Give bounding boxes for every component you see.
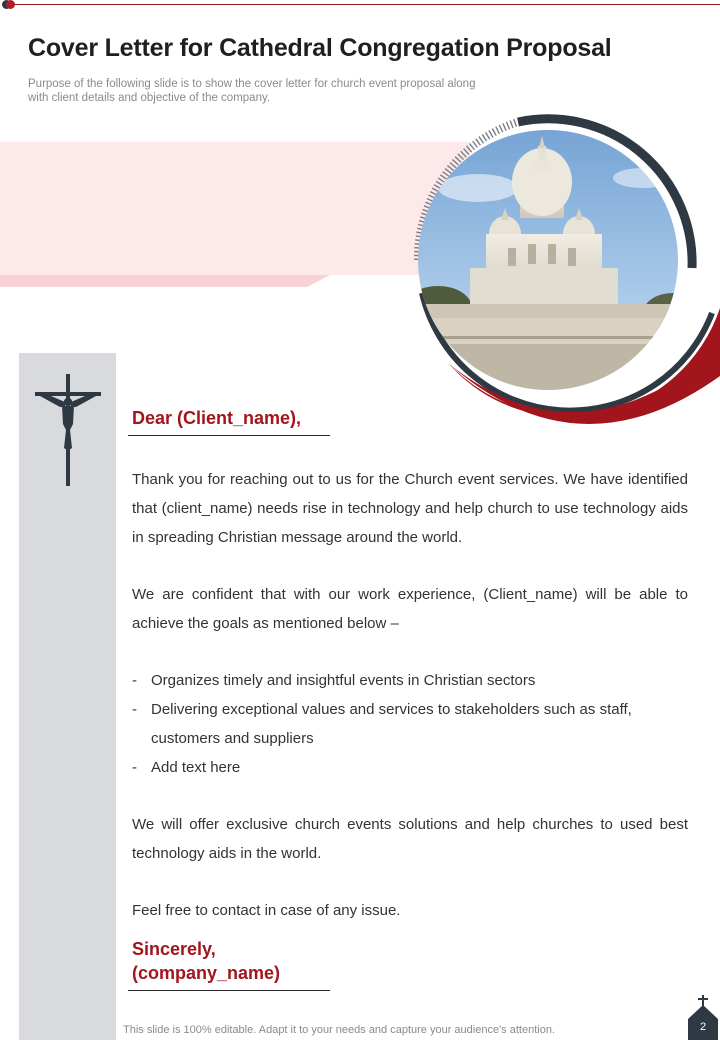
- letter-paragraph-4: Feel free to contact in case of any issue.: [132, 902, 401, 919]
- decorative-pink-strip: [0, 275, 330, 287]
- footer-note: This slide is 100% editable. Adapt it to your needs and capture your audience's attention.: [123, 1024, 555, 1036]
- goals-list: [132, 666, 688, 782]
- closing-word: Sincerely,: [132, 939, 216, 959]
- page-number: 2: [699, 1021, 707, 1033]
- salutation-underline: [128, 435, 330, 436]
- bullet-dash: -: [132, 759, 137, 776]
- letter-paragraph-3: We will offer exclusive church events solutions and help churches to used best technology aids in the world.: [132, 816, 688, 862]
- list-item: [132, 666, 688, 695]
- top-rule: [10, 4, 720, 5]
- letter-body: [132, 465, 688, 953]
- letter-salutation: Dear (Client_name),: [132, 408, 302, 428]
- list-item-text: Delivering exceptional values and services to stakeholders such as staff, customers and suppliers: [151, 701, 632, 747]
- top-dots-ornament: [2, 0, 14, 9]
- page-title: Cover Letter for Cathedral Congregation Proposal: [28, 34, 612, 62]
- page-subtitle: Purpose of the following slide is to show the cover letter for church event proposal along with client details and objective of the company.: [28, 78, 476, 104]
- list-item: [132, 695, 688, 753]
- crucifix-icon: [34, 372, 102, 488]
- cathedral-photo-frame: [408, 108, 720, 448]
- cathedral-photo: [408, 108, 720, 408]
- list-item: [132, 753, 688, 782]
- decorative-pink-band: [0, 142, 470, 275]
- signature-underline: [128, 990, 330, 991]
- bullet-dash: -: [132, 672, 137, 689]
- list-item-text: Organizes timely and insightful events in Christian sectors: [151, 672, 536, 689]
- church-icon: [686, 995, 720, 1040]
- list-item-text: Add text here: [151, 759, 241, 776]
- letter-paragraph-1: Thank you for reaching out to us for the Church event services. We have identified that (client_name) needs rise in technology and help church to use technology aids in spreading Christian message around the world.: [132, 471, 688, 546]
- letter-closing: [132, 937, 280, 985]
- signature-company: (company_name): [132, 963, 281, 983]
- letter-paragraph-2: We are confident that with our work experience, (Client_name) will be able to achieve the goals as mentioned below –: [132, 586, 688, 632]
- bullet-dash: -: [132, 701, 137, 718]
